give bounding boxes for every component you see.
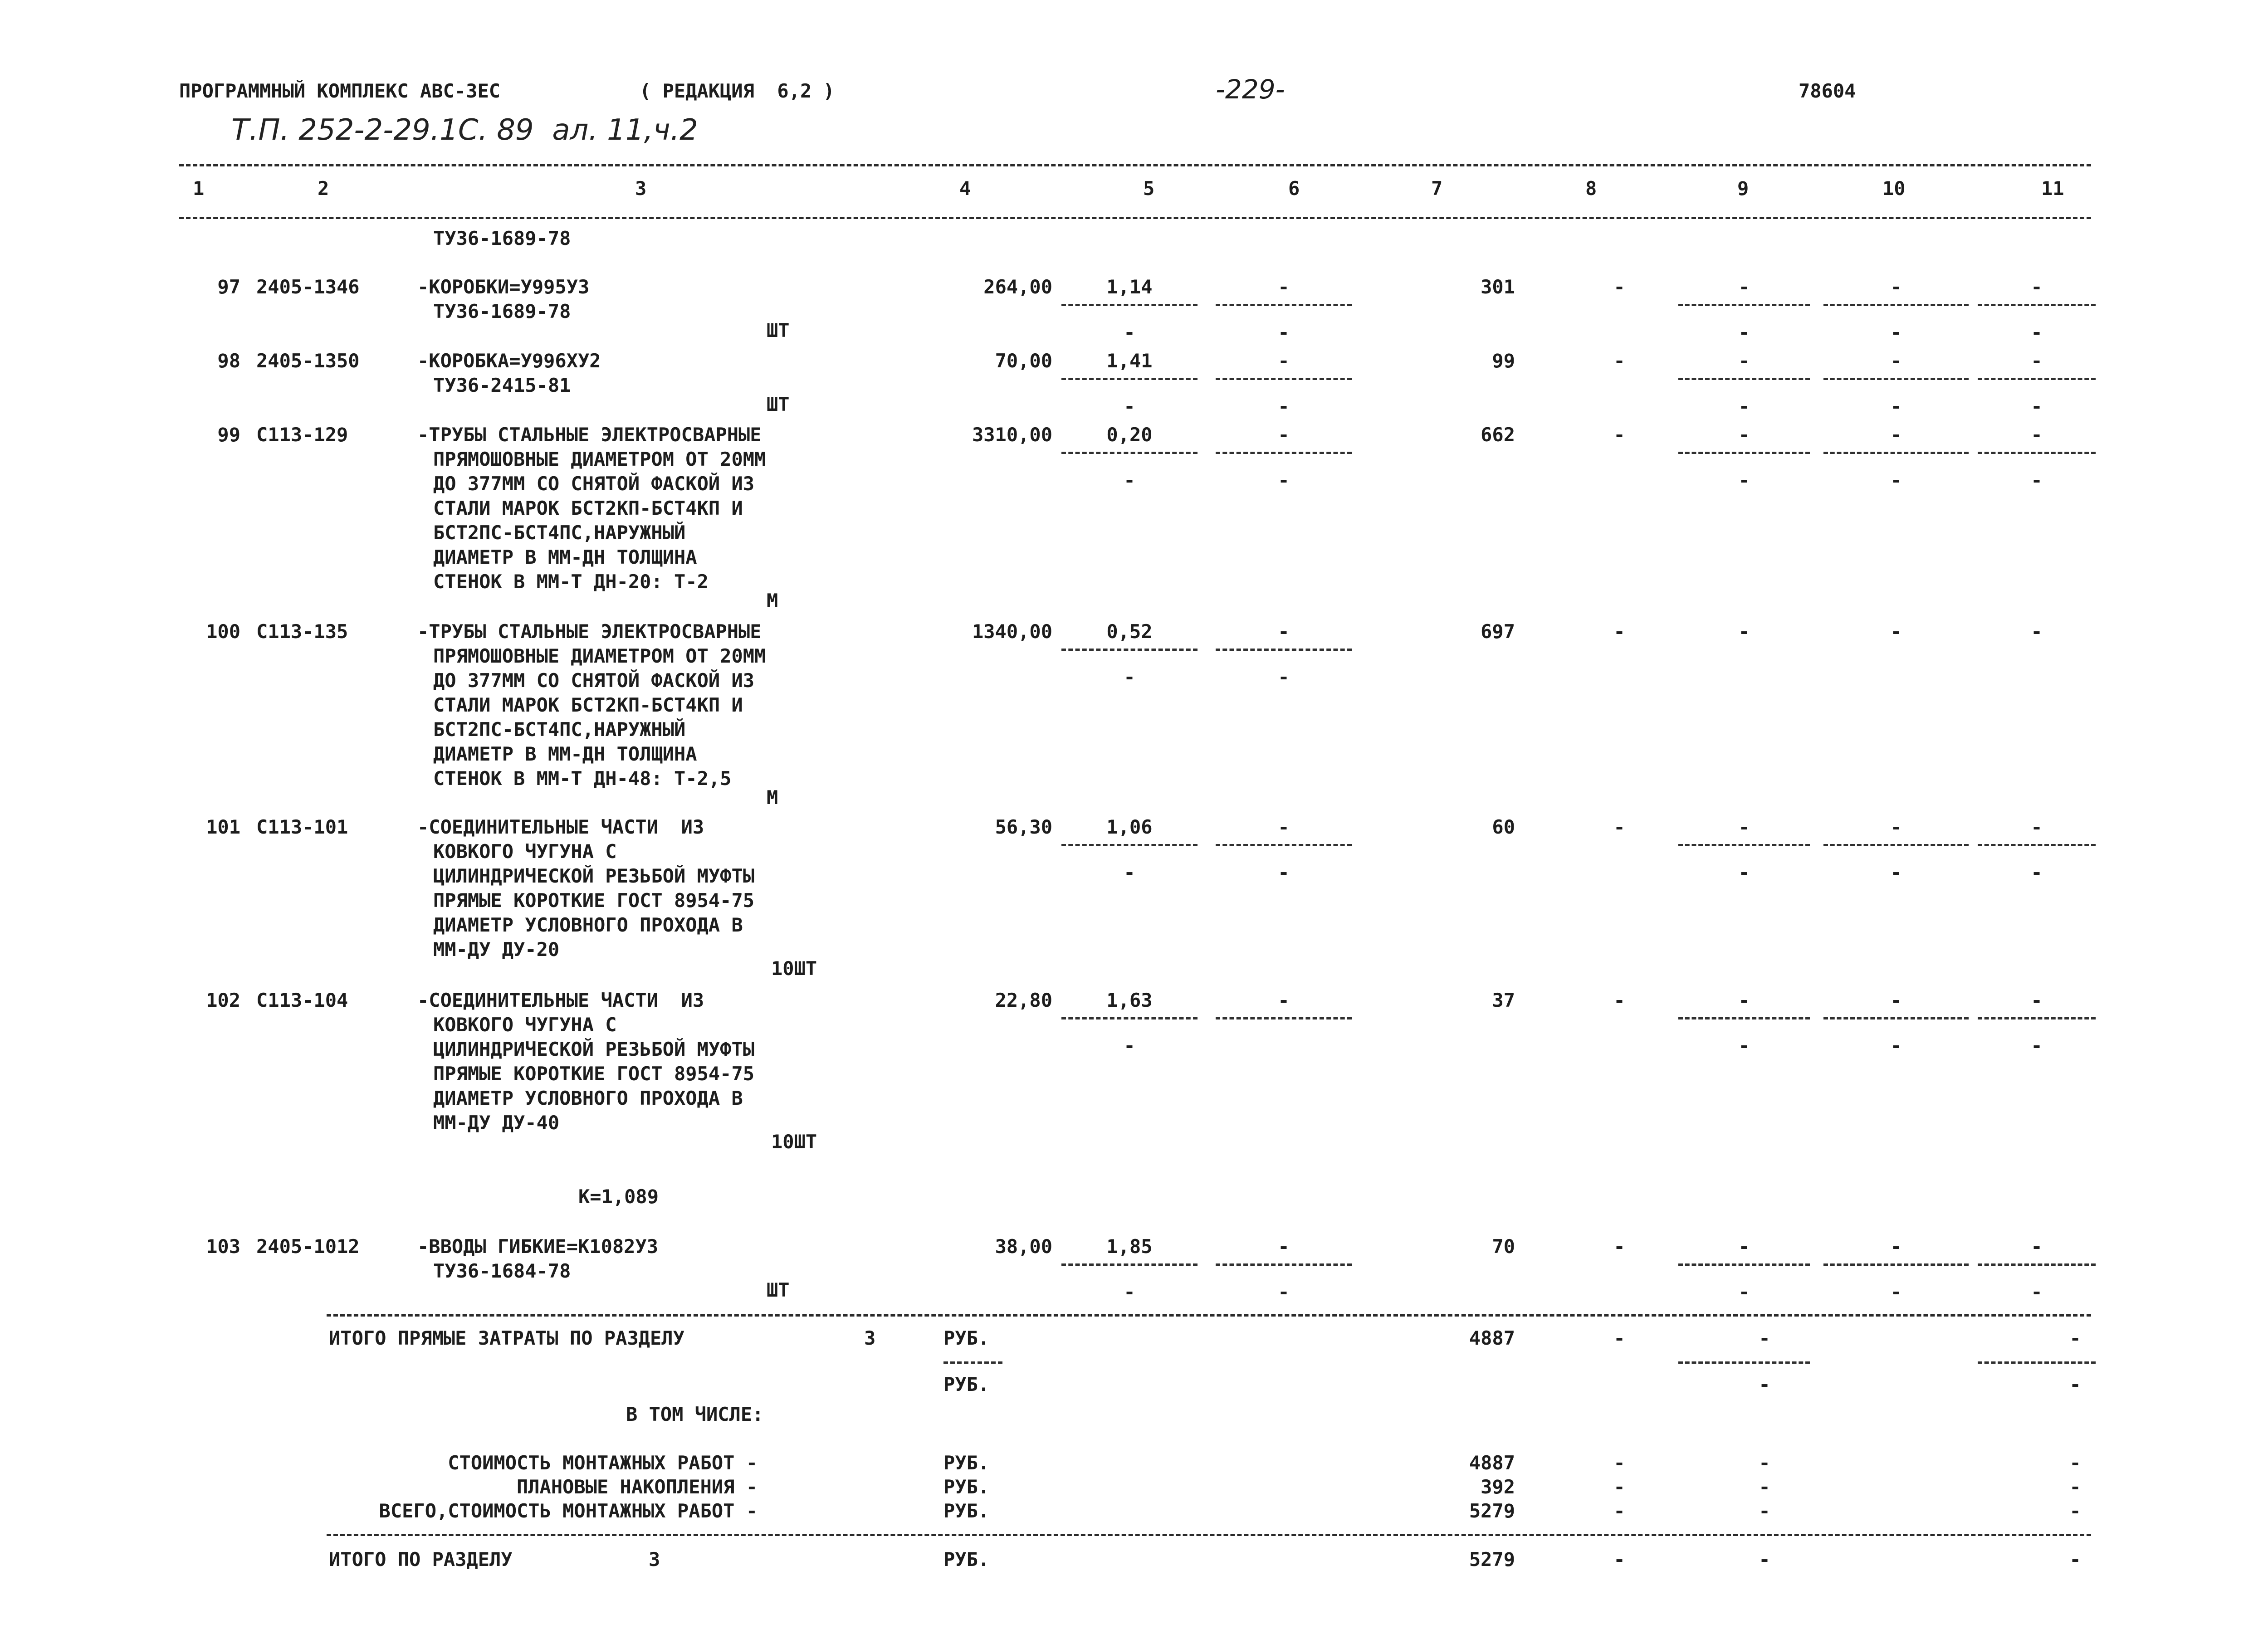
description-line: -КОРОБКИ=У995У3: [417, 276, 590, 298]
column-header-11: 11: [2041, 177, 2064, 200]
cell-rule-col-9: [1678, 304, 1810, 306]
description-line: КОВКОГО ЧУГУНА С: [433, 1014, 617, 1036]
value-col-10: -: [1890, 350, 1902, 372]
value-col-11: -: [2031, 350, 2043, 372]
value-col-10-sub: -: [1890, 1281, 1902, 1303]
value-col-11: -: [2031, 620, 2043, 643]
description-line: -ВВОДЫ ГИБКИЕ=К1082У3: [417, 1235, 659, 1258]
edition-label: ( РЕДАКЦИЯ 6,2 ): [640, 80, 835, 102]
value-col-5-sub: -: [1124, 321, 1135, 343]
cell-rule-col-5: [1061, 452, 1198, 454]
value-col-10: -: [1890, 816, 1902, 838]
value-col-8: -: [1613, 276, 1625, 298]
value-col-6-sub: -: [1278, 666, 1290, 688]
summary-col9: -: [1759, 1500, 1770, 1522]
header-top-rule: [179, 164, 2091, 166]
unit-of-measure: ШТ: [767, 393, 790, 415]
cell-rule-col-9: [1678, 452, 1810, 454]
description-line: -ТРУБЫ СТАЛЬНЫЕ ЭЛЕКТРОСВАРНЫЕ: [417, 620, 762, 643]
resource-code: 2405-1012: [256, 1235, 360, 1258]
value-col-9: -: [1738, 620, 1750, 643]
direct-costs-col9: -: [1759, 1327, 1770, 1349]
value-col-6-sub: -: [1278, 861, 1290, 883]
row-number: 102: [206, 989, 240, 1011]
value-col-9: -: [1738, 276, 1750, 298]
cell-rule-col-11: [1978, 304, 2096, 306]
description-line: ПРЯМОШОВНЫЕ ДИАМЕТРОМ ОТ 20ММ: [433, 448, 766, 470]
value-col-9: -: [1738, 816, 1750, 838]
column-header-5: 5: [1143, 177, 1155, 200]
value-col-9-sub: -: [1738, 861, 1750, 883]
summary-unit: РУБ.: [943, 1476, 990, 1498]
value-col-6: -: [1278, 424, 1290, 446]
resource-code: С113-135: [256, 620, 348, 643]
cell-rule-col-11: [1978, 378, 2096, 380]
description-line: БСТ2ПС-БСТ4ПС,НАРУЖНЫЙ: [433, 718, 686, 741]
direct-costs-col11-rule: [1978, 1361, 2096, 1364]
value-col-10: -: [1890, 989, 1902, 1011]
value-col-6-sub: -: [1278, 321, 1290, 343]
row-number: 99: [217, 424, 240, 446]
quantity: 264,00: [983, 276, 1052, 298]
description-line: СТАЛИ МАРОК БСТ2КП-БСТ4КП И: [433, 497, 743, 519]
value-col-10-sub: -: [1890, 321, 1902, 343]
cell-rule-col-11: [1978, 1017, 2096, 1019]
summary-unit: РУБ.: [943, 1452, 990, 1474]
value-col-5-sub: -: [1124, 861, 1135, 883]
value-col-8: -: [1613, 1235, 1625, 1258]
section-total-col11: -: [2069, 1548, 2081, 1571]
value-col-6: -: [1278, 816, 1290, 838]
description-line: -СОЕДИНИТЕЛЬНЫЕ ЧАСТИ ИЗ: [417, 816, 704, 838]
value-col-5-sub: -: [1124, 666, 1135, 688]
program-title: ПРОГРАММНЫЙ КОМПЛЕКС АВС-3ЕС: [179, 80, 501, 102]
cell-rule-col-10: [1823, 1263, 1969, 1266]
value-col-8: -: [1613, 620, 1625, 643]
value-col-5: 0,20: [1106, 424, 1153, 446]
cell-rule-col-5: [1061, 1263, 1198, 1266]
column-header-6: 6: [1288, 177, 1300, 200]
handwritten-reference: Т.П. 252-2-29.1С. 89 ал. 11,ч.2: [231, 113, 698, 147]
cell-rule-col-10: [1823, 378, 1969, 380]
summary-col8: -: [1613, 1476, 1625, 1498]
row-number: 101: [206, 816, 240, 838]
value-col-8: -: [1613, 816, 1625, 838]
unit-of-measure: ШТ: [767, 319, 790, 341]
value-col-5-sub: -: [1124, 395, 1135, 417]
column-header-9: 9: [1737, 177, 1749, 200]
value-col-9: -: [1738, 424, 1750, 446]
resource-code: С113-104: [256, 989, 348, 1011]
summary-col11: -: [2069, 1452, 2081, 1474]
column-header-4: 4: [959, 177, 971, 200]
value-col-5-sub: -: [1124, 469, 1135, 491]
description-line: ТУ36-1689-78: [433, 300, 571, 322]
value-col-5: 1,63: [1106, 989, 1153, 1011]
description-line: ПРЯМОШОВНЫЕ ДИАМЕТРОМ ОТ 20ММ: [433, 645, 766, 667]
description-line: ЦИЛИНДРИЧЕСКОЙ РЕЗЬБОЙ МУФТЫ: [433, 1038, 755, 1060]
value-col-11: -: [2031, 1235, 2043, 1258]
row-number: 103: [206, 1235, 240, 1258]
description-line: КОВКОГО ЧУГУНА С: [433, 840, 617, 863]
direct-costs-col9-rule: [1678, 1361, 1810, 1364]
cell-rule-col-10: [1823, 452, 1969, 454]
value-col-9-sub: -: [1738, 1281, 1750, 1303]
value-col-7: 301: [1481, 276, 1515, 298]
unit-of-measure: 10ШТ: [771, 957, 817, 980]
value-col-8: -: [1613, 350, 1625, 372]
direct-costs-label: ИТОГО ПРЯМЫЕ ЗАТРАТЫ ПО РАЗДЕЛУ: [329, 1327, 684, 1349]
resource-code: 2405-1346: [256, 276, 360, 298]
value-col-6-sub: -: [1278, 395, 1290, 417]
section-total-top-rule: [327, 1534, 2091, 1536]
value-col-7: 60: [1492, 816, 1515, 838]
page-number: -229-: [1216, 74, 1285, 105]
summary-col8: -: [1613, 1500, 1625, 1522]
cell-rule-col-11: [1978, 452, 2096, 454]
cell-rule-col-6: [1216, 844, 1352, 846]
header-bottom-rule: [179, 217, 2091, 219]
summary-col11: -: [2069, 1476, 2081, 1498]
value-col-10: -: [1890, 424, 1902, 446]
cell-rule-col-9: [1678, 378, 1810, 380]
value-col-8: -: [1613, 424, 1625, 446]
summary-col7: 5279: [1469, 1500, 1515, 1522]
summary-label: ВСЕГО,СТОИМОСТЬ МОНТАЖНЫХ РАБОТ -: [379, 1500, 758, 1522]
resource-code: С113-129: [256, 424, 348, 446]
description-line: ММ-ДУ ДУ-20: [433, 938, 560, 961]
value-col-6-sub: -: [1278, 469, 1290, 491]
column-header-3: 3: [635, 177, 647, 200]
value-col-5: 0,52: [1106, 620, 1153, 643]
value-col-10: -: [1890, 1235, 1902, 1258]
value-col-5: 1,41: [1106, 350, 1153, 372]
column-header-8: 8: [1585, 177, 1597, 200]
value-col-5-sub: -: [1124, 1281, 1135, 1303]
cell-rule-col-10: [1823, 844, 1969, 846]
value-col-11-sub: -: [2031, 861, 2043, 883]
row-number: 100: [206, 620, 240, 643]
cell-rule-col-6: [1216, 1263, 1352, 1266]
cell-rule-col-6: [1216, 452, 1352, 454]
unit-of-measure: 10ШТ: [771, 1131, 817, 1153]
value-col-6-sub: -: [1278, 1281, 1290, 1303]
value-col-10-sub: -: [1890, 861, 1902, 883]
summary-label: ПЛАНОВЫЕ НАКОПЛЕНИЯ -: [516, 1476, 758, 1498]
value-col-11: -: [2031, 276, 2043, 298]
quantity: 22,80: [995, 989, 1052, 1011]
value-col-9: -: [1738, 989, 1750, 1011]
cell-rule-col-6: [1216, 1017, 1352, 1019]
section-total-col7: 5279: [1469, 1548, 1515, 1571]
section-total-label: ИТОГО ПО РАЗДЕЛУ: [329, 1548, 513, 1571]
value-col-8: -: [1613, 989, 1625, 1011]
cell-rule-col-9: [1678, 1017, 1810, 1019]
cell-rule-col-9: [1678, 844, 1810, 846]
cell-rule-col-5: [1061, 1017, 1198, 1019]
quantity: 56,30: [995, 816, 1052, 838]
value-col-9-sub: -: [1738, 321, 1750, 343]
value-col-5-sub: -: [1124, 1034, 1135, 1057]
description-line: ТУ36-1684-78: [433, 1260, 571, 1282]
section-total-col8: -: [1613, 1548, 1625, 1571]
cell-rule-col-5: [1061, 649, 1198, 651]
value-col-10-sub: -: [1890, 469, 1902, 491]
column-header-7: 7: [1431, 177, 1443, 200]
including-label: В ТОМ ЧИСЛЕ:: [626, 1403, 764, 1425]
summary-unit: РУБ.: [943, 1500, 990, 1522]
value-col-9-sub: -: [1738, 395, 1750, 417]
description-line: СТАЛИ МАРОК БСТ2КП-БСТ4КП И: [433, 694, 743, 716]
cell-rule-col-6: [1216, 649, 1352, 651]
cell-rule-col-9: [1678, 1263, 1810, 1266]
value-col-7: 662: [1481, 424, 1515, 446]
unit-of-measure: ШТ: [767, 1279, 790, 1301]
summary-col11: -: [2069, 1500, 2081, 1522]
description-line: ДО 377ММ СО СНЯТОЙ ФАСКОЙ ИЗ: [433, 669, 755, 692]
summary-col7: 4887: [1469, 1452, 1515, 1474]
value-col-6: -: [1278, 620, 1290, 643]
value-col-11-sub: -: [2031, 321, 2043, 343]
direct-costs-col9-b: -: [1759, 1373, 1770, 1395]
value-col-11: -: [2031, 424, 2043, 446]
unit-of-measure: М: [767, 590, 778, 612]
document-code: 78604: [1799, 80, 1856, 102]
direct-costs-unit-rule: [943, 1361, 1002, 1364]
value-col-6: -: [1278, 1235, 1290, 1258]
description-line: СТЕНОК В ММ-Т ДН-20: Т-2: [433, 571, 709, 593]
cell-rule-col-10: [1823, 304, 1969, 306]
value-col-9: -: [1738, 1235, 1750, 1258]
cell-rule-col-5: [1061, 378, 1198, 380]
section-total-col9: -: [1759, 1548, 1770, 1571]
direct-costs-col11-b: -: [2069, 1373, 2081, 1395]
cell-rule-col-6: [1216, 304, 1352, 306]
value-col-11-sub: -: [2031, 395, 2043, 417]
cell-rule-col-5: [1061, 304, 1198, 306]
value-col-10: -: [1890, 620, 1902, 643]
value-col-5: 1,06: [1106, 816, 1153, 838]
value-col-6: -: [1278, 350, 1290, 372]
description-line: ПРЯМЫЕ КОРОТКИЕ ГОСТ 8954-75: [433, 1063, 755, 1085]
value-col-11-sub: -: [2031, 1034, 2043, 1057]
description-line: ДИАМЕТР В ММ-ДН ТОЛЩИНА: [433, 743, 697, 765]
description-line: ММ-ДУ ДУ-40: [433, 1112, 560, 1134]
quantity: 1340,00: [972, 620, 1052, 643]
description-line: -СОЕДИНИТЕЛЬНЫЕ ЧАСТИ ИЗ: [417, 989, 704, 1011]
cell-rule-col-11: [1978, 1263, 2096, 1266]
summary-label: СТОИМОСТЬ МОНТАЖНЫХ РАБОТ -: [448, 1452, 758, 1474]
value-col-10-sub: -: [1890, 1034, 1902, 1057]
summary-col9: -: [1759, 1452, 1770, 1474]
resource-code: 2405-1350: [256, 350, 360, 372]
resource-code: С113-101: [256, 816, 348, 838]
summary-col8: -: [1613, 1452, 1625, 1474]
value-col-9-sub: -: [1738, 469, 1750, 491]
column-header-1: 1: [193, 177, 205, 200]
description-line: ДО 377ММ СО СНЯТОЙ ФАСКОЙ ИЗ: [433, 473, 755, 495]
section-total-unit: РУБ.: [943, 1548, 990, 1571]
value-col-11-sub: -: [2031, 1281, 2043, 1303]
cell-rule-col-11: [1978, 844, 2096, 846]
quantity: 38,00: [995, 1235, 1052, 1258]
description-line: ДИАМЕТР УСЛОВНОГО ПРОХОДА В: [433, 1087, 743, 1109]
value-col-11: -: [2031, 816, 2043, 838]
description-line: ДИАМЕТР УСЛОВНОГО ПРОХОДА В: [433, 914, 743, 936]
value-col-5: 1,85: [1106, 1235, 1153, 1258]
direct-costs-unit: РУБ.: [943, 1327, 990, 1349]
description-line: -ТРУБЫ СТАЛЬНЫЕ ЭЛЕКТРОСВАРНЫЕ: [417, 424, 762, 446]
value-col-6: -: [1278, 276, 1290, 298]
totals-top-rule: [327, 1314, 2091, 1317]
description-line: ЦИЛИНДРИЧЕСКОЙ РЕЗЬБОЙ МУФТЫ: [433, 865, 755, 887]
description-line: -КОРОБКА=У996ХУ2: [417, 350, 601, 372]
cell-rule-col-10: [1823, 1017, 1969, 1019]
value-col-10: -: [1890, 276, 1902, 298]
value-col-11: -: [2031, 989, 2043, 1011]
description-line: ПРЯМЫЕ КОРОТКИЕ ГОСТ 8954-75: [433, 889, 755, 912]
value-col-10-sub: -: [1890, 395, 1902, 417]
value-col-7: 37: [1492, 989, 1515, 1011]
row-number: 98: [217, 350, 240, 372]
description-line: ДИАМЕТР В ММ-ДН ТОЛЩИНА: [433, 546, 697, 568]
row-number: 97: [217, 276, 240, 298]
value-col-5: 1,14: [1106, 276, 1153, 298]
column-header-2: 2: [318, 177, 329, 200]
quantity: 70,00: [995, 350, 1052, 372]
quantity: 3310,00: [972, 424, 1052, 446]
summary-col7: 392: [1481, 1476, 1515, 1498]
value-col-7: 99: [1492, 350, 1515, 372]
value-col-9: -: [1738, 350, 1750, 372]
description-line: БСТ2ПС-БСТ4ПС,НАРУЖНЫЙ: [433, 522, 686, 544]
direct-costs-col11: -: [2069, 1327, 2081, 1349]
description-line: ТУ36-2415-81: [433, 374, 571, 396]
carried-spec: ТУ36-1689-78: [433, 227, 571, 249]
direct-costs-unit-2: РУБ.: [943, 1373, 990, 1395]
section-total-section: 3: [649, 1548, 660, 1571]
summary-col9: -: [1759, 1476, 1770, 1498]
direct-costs-section: 3: [864, 1327, 876, 1349]
unit-of-measure: М: [767, 786, 778, 809]
direct-costs-col8: -: [1613, 1327, 1625, 1349]
k-factor: К=1,089: [578, 1185, 659, 1208]
value-col-6: -: [1278, 989, 1290, 1011]
column-header-10: 10: [1882, 177, 1906, 200]
cell-rule-col-6: [1216, 378, 1352, 380]
value-col-7: 697: [1481, 620, 1515, 643]
value-col-7: 70: [1492, 1235, 1515, 1258]
description-line: СТЕНОК В ММ-Т ДН-48: Т-2,5: [433, 767, 732, 790]
cell-rule-col-5: [1061, 844, 1198, 846]
direct-costs-col7: 4887: [1469, 1327, 1515, 1349]
value-col-9-sub: -: [1738, 1034, 1750, 1057]
value-col-11-sub: -: [2031, 469, 2043, 491]
